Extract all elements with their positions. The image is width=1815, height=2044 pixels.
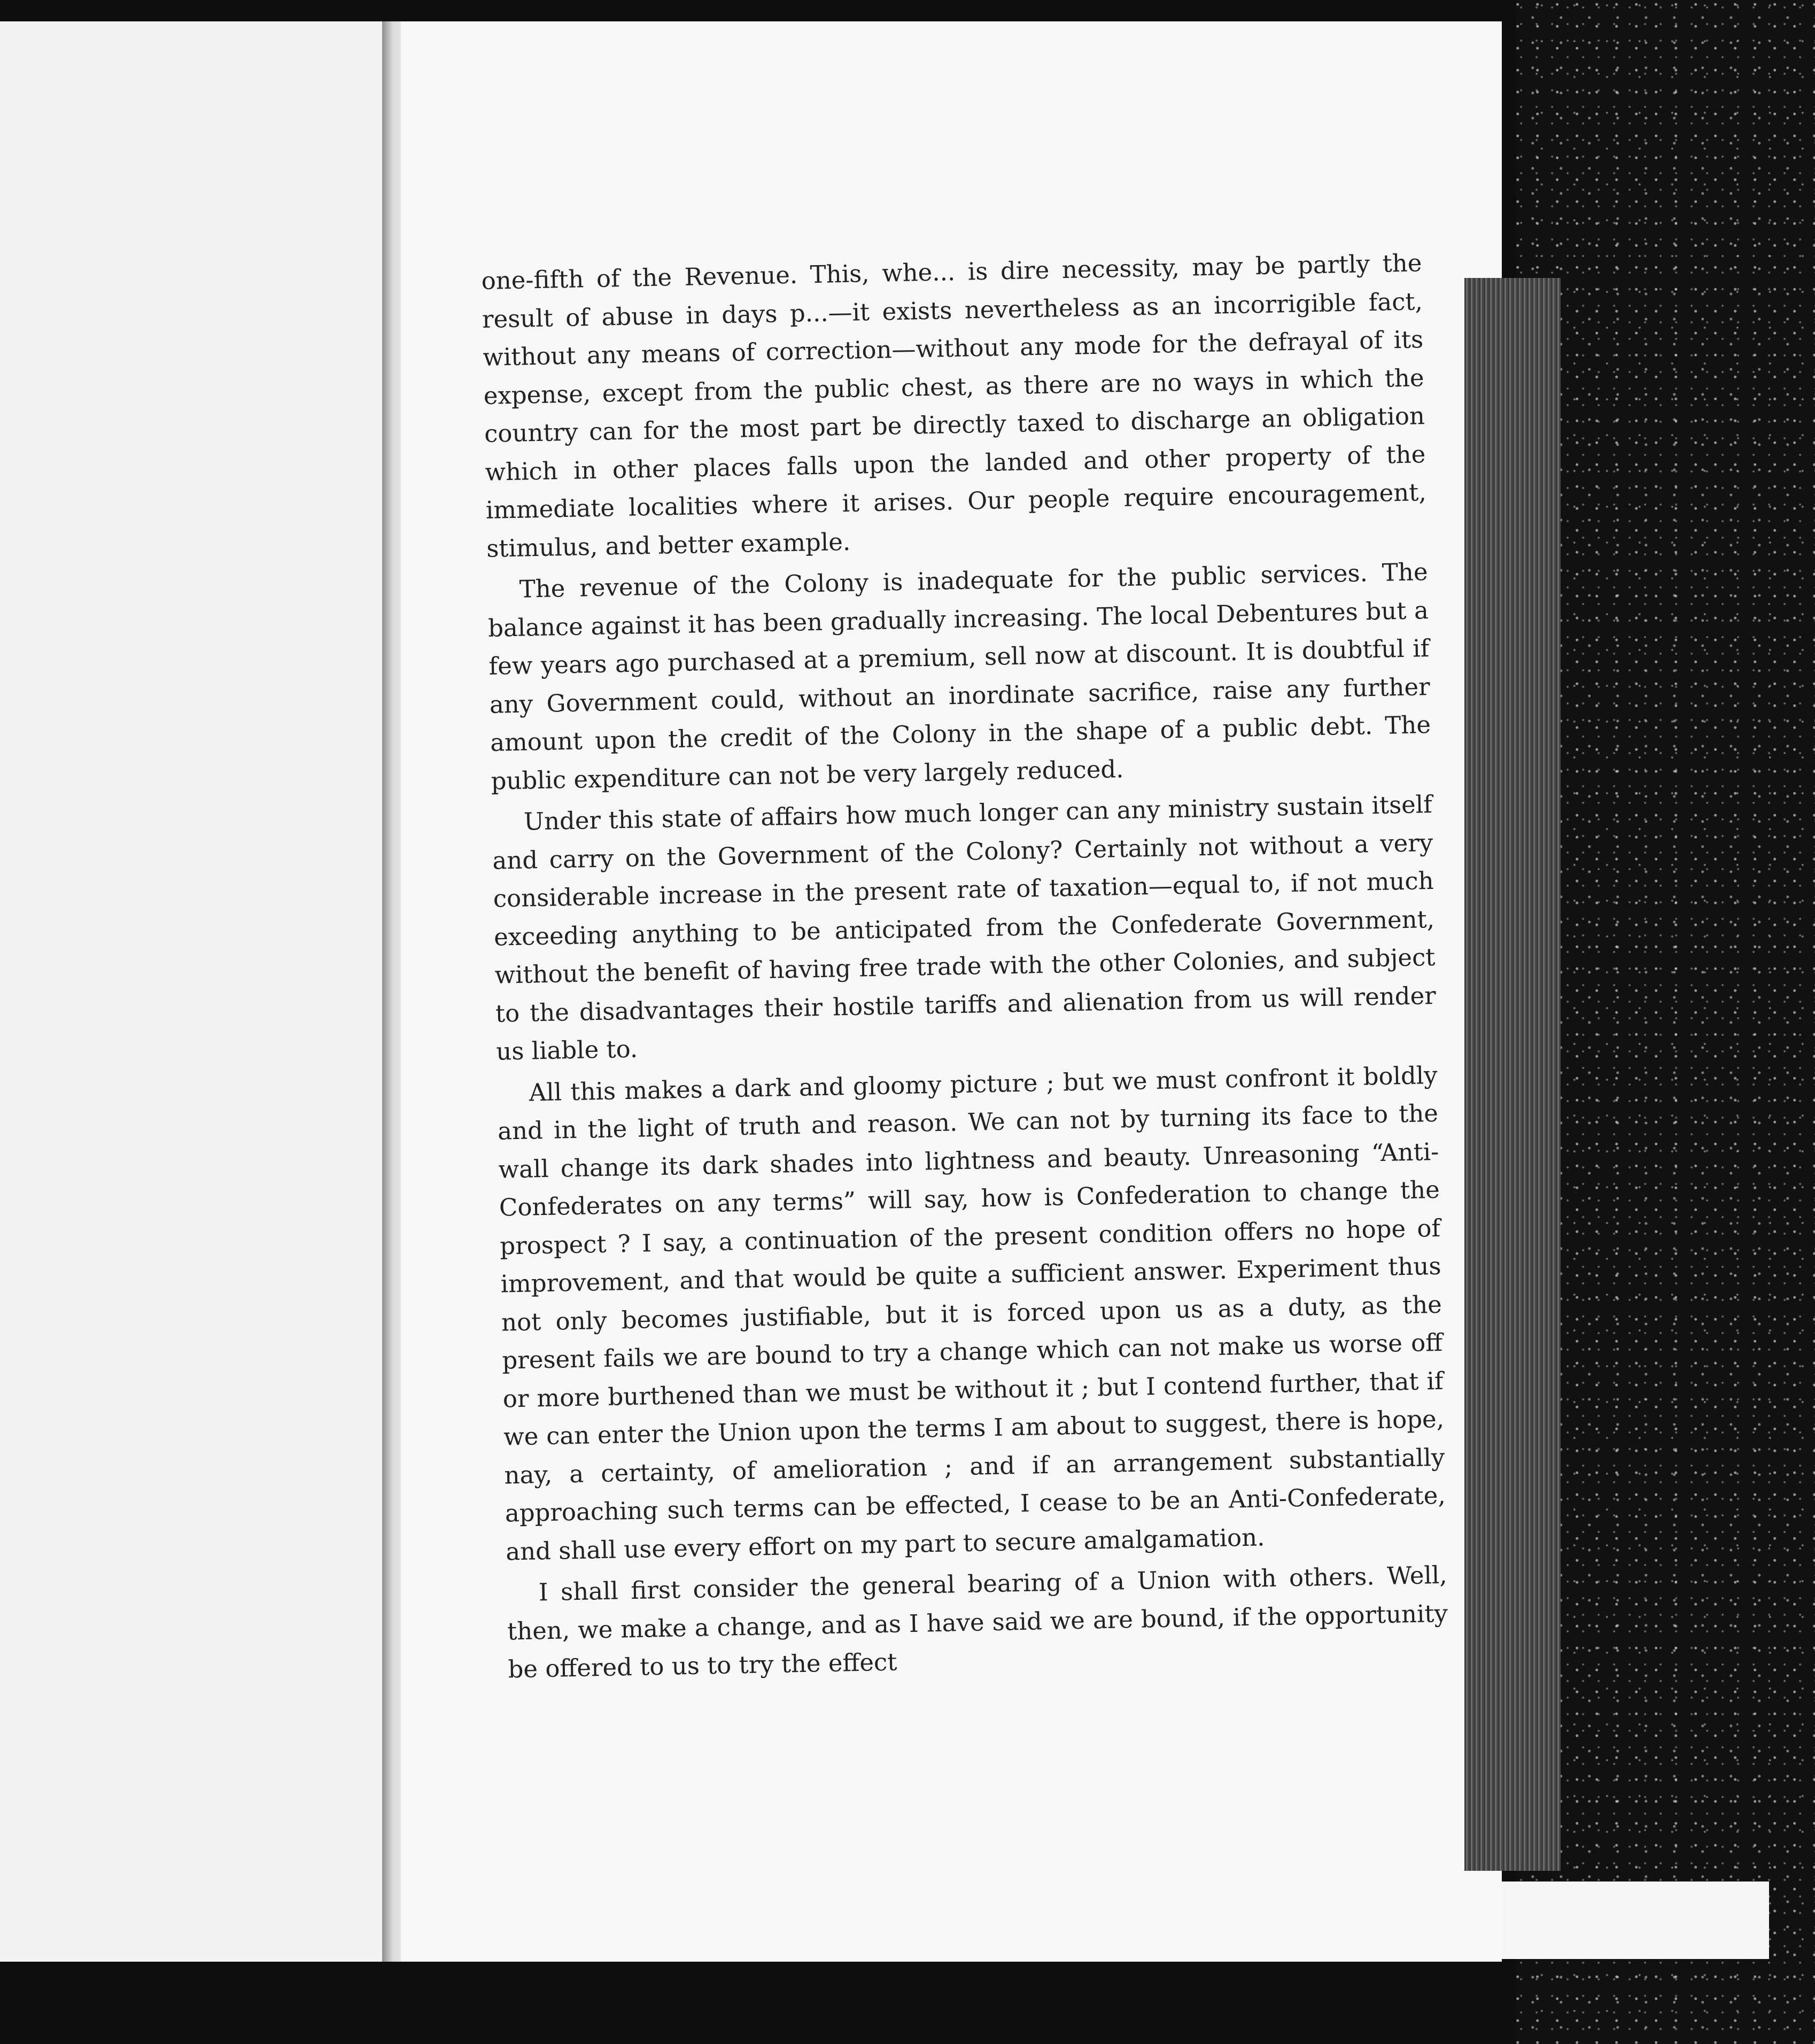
adjacent-clipping-edge	[1464, 278, 1561, 1871]
paragraph-3: Under this state of affairs how much longer can any ministry sustain itself and carry on the Government of the Colony? Certainly not without a very considerable increase in the present rate of taxation—equal to, if not much exceeding anything to be anticipated from the Confederate Government, without the benefit of having free trade with the other Colonies, and subject to the disadvantages their hostile tariffs and alienation from us will render us liable to.	[492, 790, 1437, 1066]
left-blank-page	[0, 21, 385, 1962]
article-text	[481, 244, 1449, 1689]
paragraph-1: one-fifth of the Revenue. This, whe... is dire necessity, may be partly the result of abuse in days p...—it exists nevertheless as an incorrigible fact, without any means of correction—without any mode for the defrayal of its expense, except from the public chest, as there are no ways in which the country can for the most part be directly taxed to discharge an obligation which in other places falls upon the landed and other property of the immediate localities where it arises. Our people require encouragement, stimulus, and better example.	[481, 249, 1427, 563]
paragraph-2: The revenue of the Colony is inadequate for the public services. The balance against it has been gradually increasing. The local Debentures but a few years ago purchased at a premium, sell now at discount. It is doubtful if any Government could, without an inordinate sacrifice, raise any further amount upon the credit of the Colony in the shape of a public debt. The public expenditure can not be very largely reduced.	[487, 558, 1431, 795]
paragraph-5: I shall first consider the general bearing of a Union with others. Well, then, we make a change, and as I have said we are bound, if the opportunity be offered to us to try the effect	[507, 1560, 1448, 1684]
film-background	[1516, 0, 1815, 2044]
paragraph-4: All this makes a dark and gloomy picture ; but we must confront it boldly and in the light of truth and reason. We can not by turning its face to the wall change its dark shades into lightness and beauty. Unreasoning “Anti-Confederates on any terms” will say, how is Confederation to change the prospect ? I say, a continuation of the present condition offers no hope of improvement, and that would be quite a sufficient answer. Experiment thus not only becomes justifiable, but it is forced upon us as a duty, as the present fails we are bound to try a change which can not make us worse off or more burthened than we must be without it ; but I contend further, that if we can enter the Union upon the terms I am about to suggest, there is hope, nay, a certainty, of amelioration ; and if an arrangement substantially approaching such terms can be effected, I cease to be an Anti-Confederate, and shall use every effort on my part to secure amalgamation.	[497, 1060, 1446, 1566]
